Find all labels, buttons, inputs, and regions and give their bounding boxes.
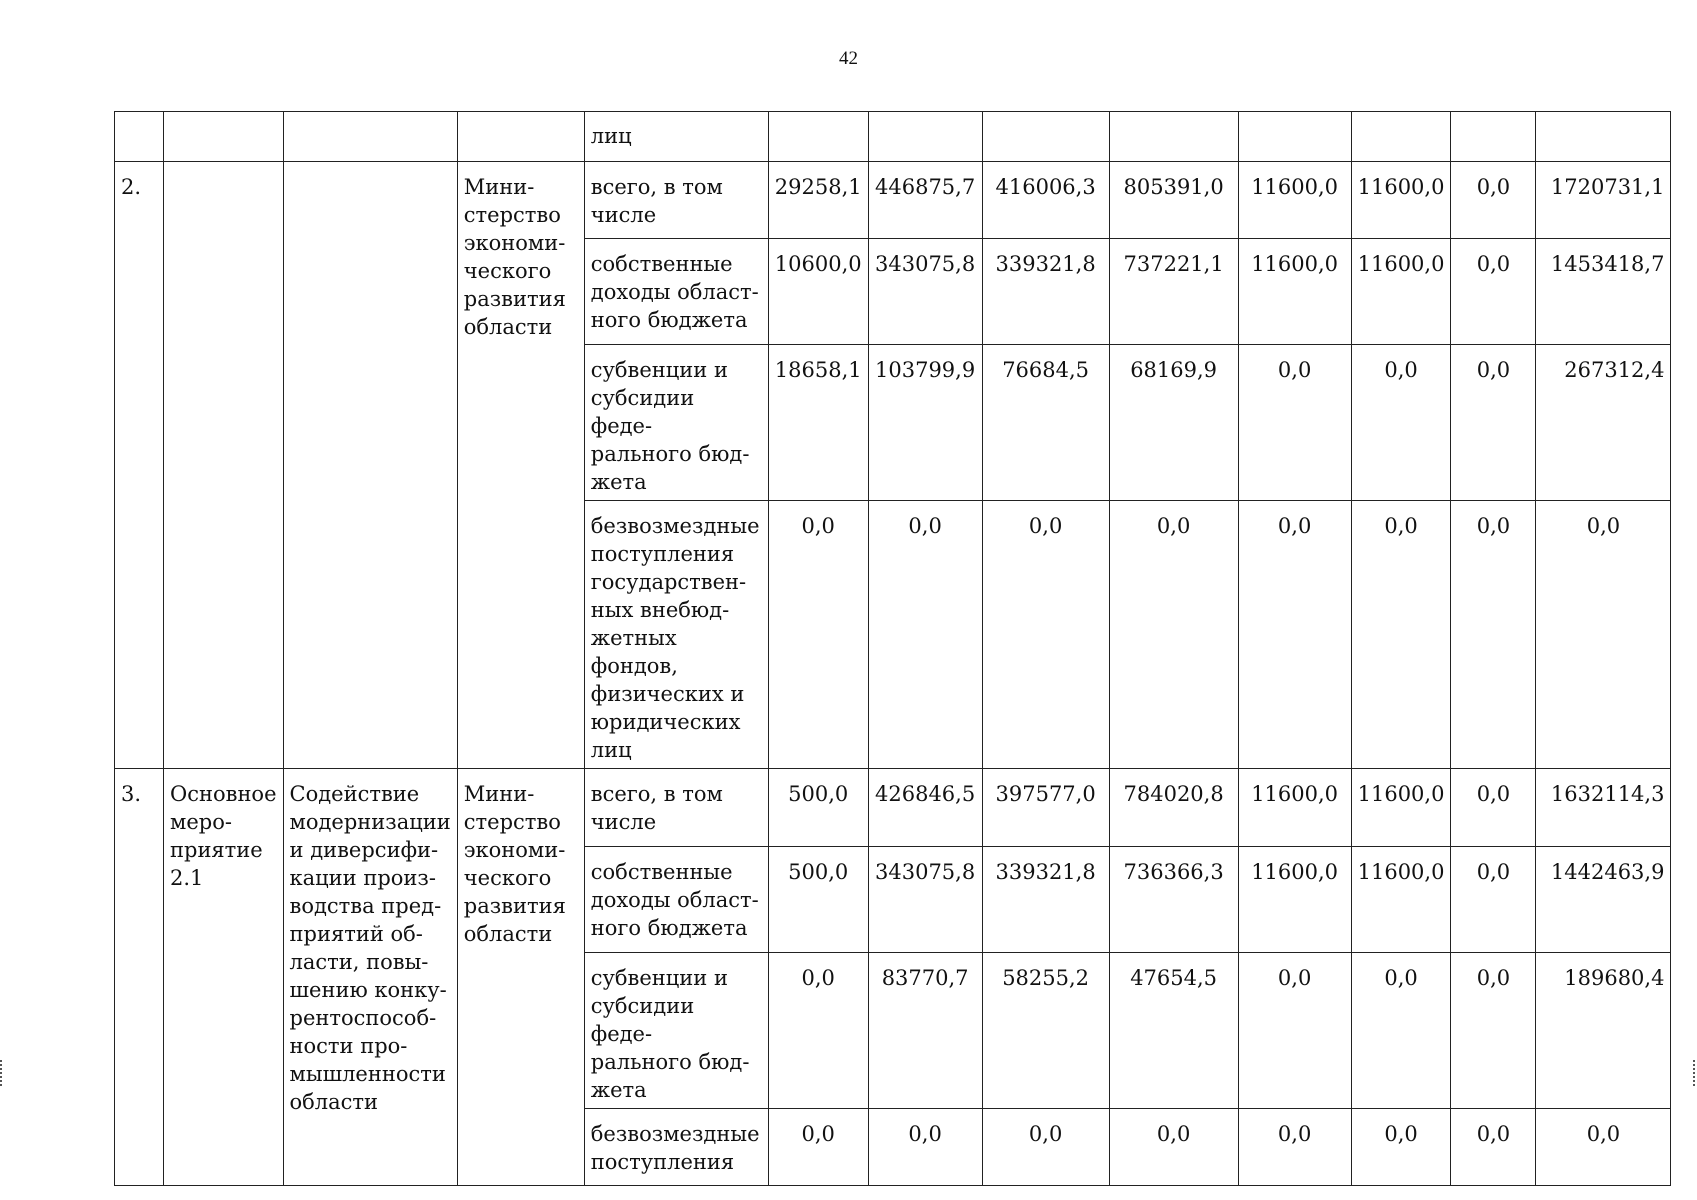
value-cell: 0,0 [1351, 345, 1451, 501]
value-cell: 784020,8 [1109, 769, 1238, 847]
value-cell: 0,0 [1238, 1109, 1351, 1186]
value-cell: 68169,9 [1109, 345, 1238, 501]
value-cell: 11600,0 [1351, 162, 1451, 239]
total-cell: 0,0 [1536, 1109, 1671, 1186]
value-cell [868, 112, 982, 162]
value-cell [1351, 112, 1451, 162]
number-cell [115, 112, 164, 162]
value-cell: 426846,5 [868, 769, 982, 847]
value-cell: 446875,7 [868, 162, 982, 239]
source-cell: всего, в том числе [584, 769, 768, 847]
value-cell [1109, 112, 1238, 162]
value-cell [1238, 112, 1351, 162]
value-cell: 0,0 [982, 501, 1109, 769]
table-row [115, 162, 1671, 239]
value-cell: 76684,5 [982, 345, 1109, 501]
value-cell [1451, 112, 1536, 162]
value-cell: 339321,8 [982, 847, 1109, 953]
status-cell: Основное меро- приятие 2.1 [164, 769, 284, 1186]
value-cell: 0,0 [1351, 1109, 1451, 1186]
executor-cell: Мини- стерство экономи- ческого развития области [457, 162, 584, 769]
value-cell [1536, 112, 1671, 162]
value-cell: 0,0 [1451, 769, 1536, 847]
scan-edge-mark-right [1693, 1060, 1697, 1086]
status-cell [164, 112, 284, 162]
source-cell: субвенции и субсидии феде- рального бюд- жета [584, 953, 768, 1109]
source-cell: безвозмездные поступления государствен- ных внебюд- жетных фондов, физических и юридических лиц [584, 501, 768, 769]
value-cell: 0,0 [1238, 345, 1351, 501]
source-cell: лиц [584, 112, 768, 162]
source-cell: субвенции и субсидии феде- рального бюд- жета [584, 345, 768, 501]
value-cell: 10600,0 [768, 239, 868, 345]
value-cell: 0,0 [1451, 501, 1536, 769]
total-cell: 1720731,1 [1536, 162, 1671, 239]
number-cell: 2. [115, 162, 164, 769]
total-cell: 267312,4 [1536, 345, 1671, 501]
value-cell: 0,0 [868, 501, 982, 769]
value-cell: 0,0 [1109, 1109, 1238, 1186]
value-cell: 0,0 [1238, 501, 1351, 769]
value-cell: 58255,2 [982, 953, 1109, 1109]
value-cell: 11600,0 [1351, 239, 1451, 345]
table-row [115, 769, 1671, 847]
value-cell: 0,0 [1451, 345, 1536, 501]
status-cell [164, 162, 284, 769]
value-cell: 11600,0 [1238, 769, 1351, 847]
total-cell: 1442463,9 [1536, 847, 1671, 953]
value-cell: 416006,3 [982, 162, 1109, 239]
source-cell: собственные доходы област- ного бюджета [584, 847, 768, 953]
value-cell: 0,0 [768, 501, 868, 769]
total-cell: 0,0 [1536, 501, 1671, 769]
total-cell: 1453418,7 [1536, 239, 1671, 345]
name-cell [283, 112, 457, 162]
value-cell: 0,0 [1451, 1109, 1536, 1186]
value-cell: 0,0 [1238, 953, 1351, 1109]
value-cell: 0,0 [1451, 847, 1536, 953]
value-cell: 343075,8 [868, 239, 982, 345]
budget-table [114, 111, 1671, 1186]
page-number: 42 [839, 48, 858, 69]
name-cell: Содействие модернизации и диверсифи- кации произ- водства пред- приятий об- ласти, повы- шению конку- рентоспособ- ности про- мышленности области [283, 769, 457, 1186]
value-cell: 11600,0 [1238, 847, 1351, 953]
source-cell: безвозмездные поступления [584, 1109, 768, 1186]
source-cell: собственные доходы област- ного бюджета [584, 239, 768, 345]
value-cell: 103799,9 [868, 345, 982, 501]
total-cell: 189680,4 [1536, 953, 1671, 1109]
value-cell: 500,0 [768, 847, 868, 953]
executor-cell [457, 112, 584, 162]
value-cell: 11600,0 [1238, 162, 1351, 239]
value-cell: 737221,1 [1109, 239, 1238, 345]
value-cell [768, 112, 868, 162]
value-cell: 0,0 [768, 953, 868, 1109]
value-cell: 736366,3 [1109, 847, 1238, 953]
value-cell: 0,0 [1451, 953, 1536, 1109]
number-cell: 3. [115, 769, 164, 1186]
value-cell [982, 112, 1109, 162]
table-row [115, 112, 1671, 162]
value-cell: 0,0 [768, 1109, 868, 1186]
value-cell: 0,0 [868, 1109, 982, 1186]
value-cell: 0,0 [1451, 239, 1536, 345]
value-cell: 11600,0 [1351, 847, 1451, 953]
value-cell: 83770,7 [868, 953, 982, 1109]
value-cell: 0,0 [1351, 501, 1451, 769]
value-cell: 0,0 [1451, 162, 1536, 239]
value-cell: 29258,1 [768, 162, 868, 239]
value-cell: 500,0 [768, 769, 868, 847]
name-cell [283, 162, 457, 769]
value-cell: 0,0 [1351, 953, 1451, 1109]
value-cell: 18658,1 [768, 345, 868, 501]
value-cell: 397577,0 [982, 769, 1109, 847]
value-cell: 0,0 [1109, 501, 1238, 769]
scan-edge-mark-left [0, 1060, 4, 1086]
value-cell: 343075,8 [868, 847, 982, 953]
value-cell: 339321,8 [982, 239, 1109, 345]
executor-cell: Мини- стерство экономи- ческого развития области [457, 769, 584, 1186]
total-cell: 1632114,3 [1536, 769, 1671, 847]
value-cell: 0,0 [982, 1109, 1109, 1186]
value-cell: 11600,0 [1351, 769, 1451, 847]
value-cell: 805391,0 [1109, 162, 1238, 239]
value-cell: 47654,5 [1109, 953, 1238, 1109]
value-cell: 11600,0 [1238, 239, 1351, 345]
source-cell: всего, в том числе [584, 162, 768, 239]
